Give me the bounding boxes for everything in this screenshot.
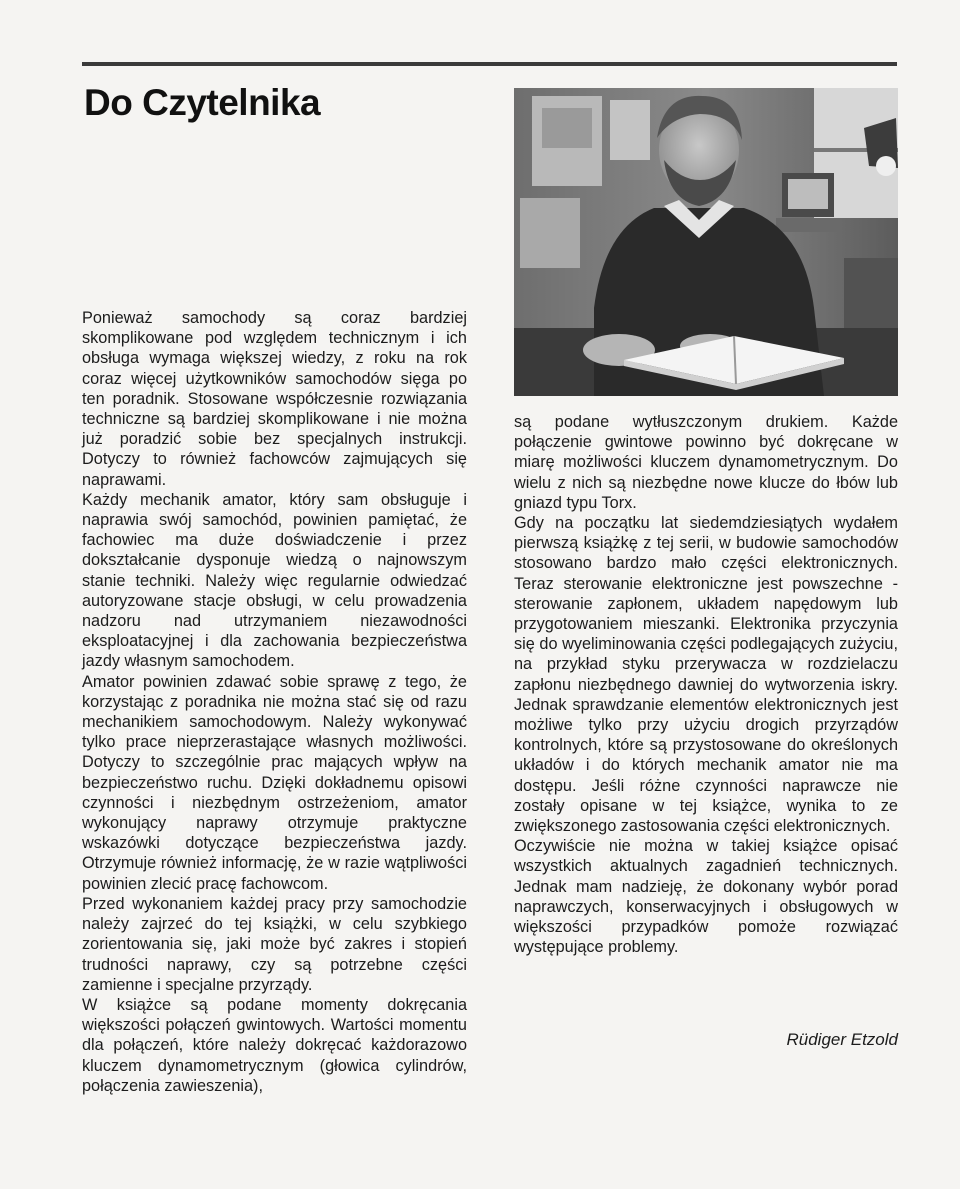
top-divider: [82, 62, 897, 66]
paragraph: Ponieważ samochody są coraz bardziej skomplikowane pod względem technicznym i ich obsługa wymaga większej wiedzy, z roku na rok coraz więcej użytkowników samochodów sięga po ten poradnik. Stosowane współczesnie rozwiązania techniczne są bardziej skomplikowane i nie można już poradzić sobie bez specjalnych instrukcji. Dotyczy to również fachowców zajmujących się naprawami.: [82, 309, 467, 489]
paragraph: W książce są podane momenty dokręcania większości połączeń gwintowych. Wartości momentu dla połączeń, które należy dokręcać każdorazowo kluczem dynamometrycznym (głowica cylindrów, połączenia zawieszenia),: [82, 995, 467, 1095]
paragraph: Oczywiście nie można w takiej książce opisać wszystkich aktualnych zagadnień technicznych. Jednak mam nadzieję, że dokonany wybór porad naprawczych, konserwacyjnych i obsługowych w większości przypadków pomoże rozwiązać występujące problemy.: [514, 837, 898, 957]
right-text-column: [514, 412, 898, 957]
author-signature: Rüdiger Etzold: [786, 1030, 898, 1049]
paragraph: Amator powinien zdawać sobie sprawę z tego, że korzystając z poradnika nie można stać się od razu mechanikiem samochodowym. Należy wykonywać tylko prace nieprzerastające własnych możliwości. Dotyczy to szczególnie prac mających wpływ na bezpieczeństwo ruchu. Dzięki dokładnemu opisowi czynności i niezbędnym ostrzeżeniom, amator wykonujący naprawy otrzymuje praktyczne wskazówki dotyczące bezpieczeństwa jazdy. Otrzymuje również informację, że w razie wątpliwości powinien zlecić pracę fachowcom.: [82, 672, 467, 893]
left-text-column: [82, 308, 467, 1096]
paragraph: Gdy na początku lat siedemdziesiątych wydałem pierwszą książkę z tej serii, w budowie samochodów stosowano bardzo mało części elektronicznych. Teraz sterowanie elektroniczne jest powszechne - sterowanie zapłonem, układem napędowym lub przygotowaniem mieszanki. Elektronika przyczynia się do wyeliminowania części podlegających zużyciu, na przykład styku przerywacza w rozdzielaczu zapłonu niezbędnego dawniej do wytworzenia iskry. Jednak sprawdzanie elementów elektronicznych jest możliwe tylko przy użyciu drogich przyrządów kontrolnych, które są przystosowane do określonych układów i do których mechanik amator nie ma dostępu. Jeśli różne czynności naprawcze nie zostały opisane w tej książce, wynika to ze zwiększonego zastosowania części elektronicznych.: [514, 514, 898, 836]
paragraph: Przed wykonaniem każdej pracy przy samochodzie należy zajrzeć do tej książki, w celu szybkiego zorientowania się, jaki może być zakres i stopień trudności naprawy, czy są potrzebne części zamienne i specjalne przyrządy.: [82, 894, 467, 994]
paragraph: Każdy mechanik amator, który sam obsługuje i naprawia swój samochód, powinien pamiętać, że fachowiec ma duże doświadczenie i przez dokształcanie dysponuje wiedzą o najnowszym stanie techniki. Należy więc regularnie odwiedzać autoryzowane stacje obsługi, w celu prowadzenia nadzoru nad utrzymaniem niezawodności eksploatacyjnej i dla zachowania bezpieczeństwa jazdy własnym samochodem.: [82, 490, 467, 671]
author-portrait-photo: [514, 88, 898, 396]
page-title: Do Czytelnika: [84, 82, 321, 123]
paragraph: są podane wytłuszczonym drukiem. Każde połączenie gwintowe powinno być dokręcane w miarę możliwości kluczem dynamometrycznym. Do wielu z nich są niezbędne nowe klucze do łbów lub gniazd typu Torx.: [514, 413, 898, 512]
